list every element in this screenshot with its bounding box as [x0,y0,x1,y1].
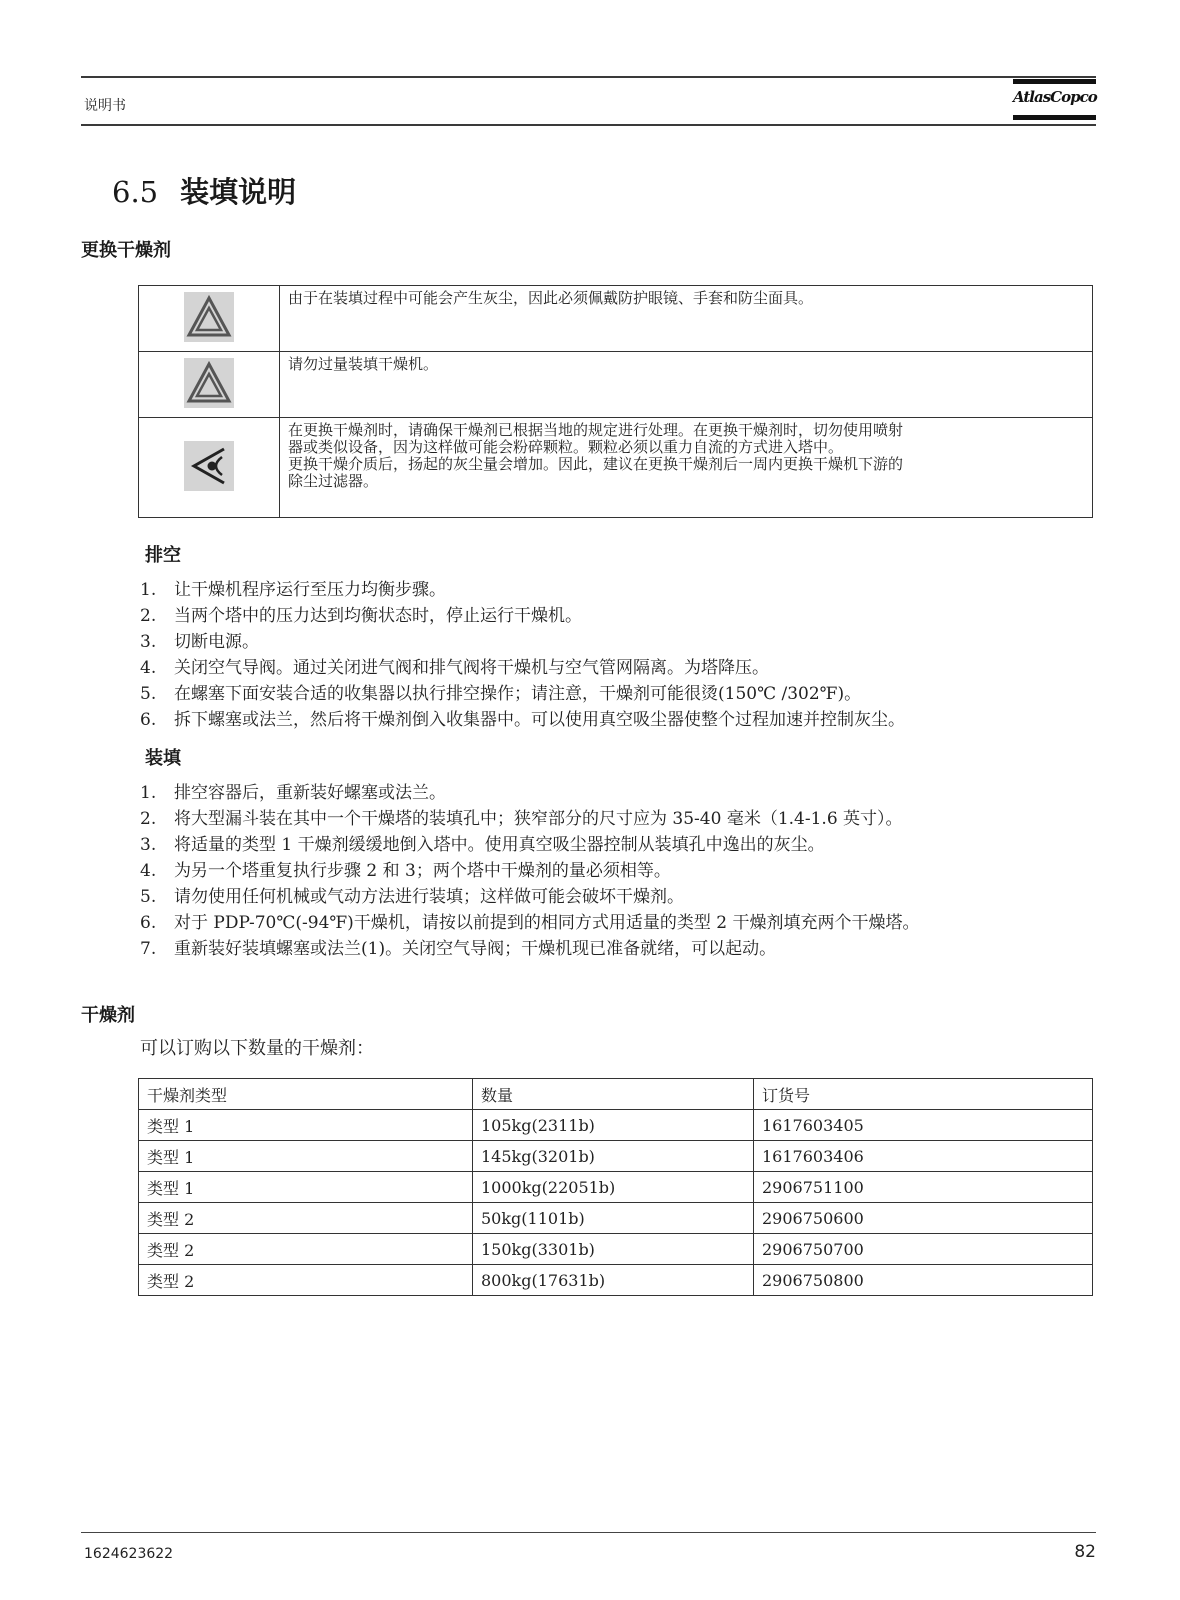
table-row [139,1234,1093,1265]
notice-row [139,352,1093,418]
cell-quantity: 145kg(3201b) [473,1141,754,1172]
notice-icon-cell [139,286,280,352]
notice-text [280,418,1093,518]
logo-wordmark: AtlasCopco [1013,88,1097,106]
section-title-text: 装填说明 [180,175,297,209]
step-text: 当两个塔中的压力达到均衡状态时，停止运行干燥机。 [174,606,582,626]
step-number: 3. [140,632,157,652]
cell-order-number: 2906750800 [754,1265,1093,1296]
footer-doc-number: 1624623622 [84,1546,174,1562]
step-item [140,858,919,884]
step-number: 6. [140,913,157,933]
step-number: 4. [140,861,157,881]
step-text: 对于 PDP-70℃(-94℉)干燥机，请按以前提到的相同方式用适量的类型 2 干燥剂填充两个干燥塔。 [174,913,920,933]
step-text: 请勿使用任何机械或气动方法进行装填；这样做可能会破坏干燥剂。 [174,887,684,907]
step-number: 1. [140,580,157,600]
step-text: 将适量的类型 1 干燥剂缓缓地倒入塔中。使用真空吸尘器控制从装填孔中逸出的灰尘。 [174,835,825,855]
cell-quantity: 800kg(17631b) [473,1265,754,1296]
notice-text [280,286,1093,352]
step-item [140,910,919,936]
desiccant-intro: 可以订购以下数量的干燥剂： [140,1038,374,1059]
cell-order-number: 1617603406 [754,1141,1093,1172]
logo-bar-bottom [1013,115,1096,120]
step-text: 将大型漏斗装在其中一个干燥塔的装填孔中；狭窄部分的尺寸应为 35-40 毫米（1.4-1.6 英寸）。 [174,809,903,829]
warning-triangle-icon [184,358,234,408]
step-item [140,577,905,603]
step-number: 2. [140,809,157,829]
cell-quantity: 105kg(2311b) [473,1110,754,1141]
step-number: 5. [140,887,157,907]
notice-text [280,352,1093,418]
step-item [140,832,919,858]
drain-heading: 排空 [145,545,181,566]
step-text: 拆下螺塞或法兰，然后将干燥剂倒入收集器中。可以使用真空吸尘器使整个过程加速并控制灰尘。 [174,710,905,730]
brand-logo [1013,79,1096,125]
notice-table [138,285,1093,518]
cell-quantity: 50kg(1101b) [473,1203,754,1234]
cell-type: 类型 1 [139,1172,473,1203]
replace-heading: 更换干燥剂 [81,240,171,261]
notice-row [139,418,1093,518]
table-row [139,1141,1093,1172]
step-item [140,655,905,681]
page-number: 82 [1074,1542,1096,1562]
step-text: 让干燥机程序运行至压力均衡步骤。 [174,580,446,600]
logo-bar-top [1013,79,1096,84]
drain-steps [140,577,905,733]
warning-triangle-icon [184,292,234,342]
step-item [140,707,905,733]
notice-line: 更换干燥介质后，扬起的灰尘量会增加。因此，建议在更换干燥剂后一周内更换干燥机下游的 [288,455,904,473]
cell-quantity: 1000kg(22051b) [473,1172,754,1203]
notice-icon-cell [139,418,280,518]
desiccant-heading: 干燥剂 [81,1005,135,1026]
step-number: 3. [140,835,157,855]
fill-steps [140,780,919,962]
step-number: 4. [140,658,157,678]
cell-order-number: 2906750700 [754,1234,1093,1265]
header-top-rule [81,76,1096,78]
footer-rule [81,1532,1096,1533]
cell-quantity: 150kg(3301b) [473,1234,754,1265]
header-title: 说明书 [84,98,126,114]
step-item [140,806,919,832]
step-number: 1. [140,783,157,803]
desiccant-table [138,1078,1093,1296]
column-header: 订货号 [754,1079,1093,1110]
step-number: 6. [140,710,157,730]
step-text: 重新装好装填螺塞或法兰(1)。关闭空气导阀；干燥机现已准备就绪，可以起动。 [174,939,777,959]
cell-order-number: 2906750600 [754,1203,1093,1234]
cell-type: 类型 2 [139,1265,473,1296]
step-text: 关闭空气导阀。通过关闭进气阀和排气阀将干燥机与空气管网隔离。为塔降压。 [174,658,769,678]
cell-order-number: 2906751100 [754,1172,1093,1203]
step-number: 7. [140,939,157,959]
cell-type: 类型 2 [139,1203,473,1234]
section-title [112,170,296,211]
notice-line: 请勿过量装填干燥机。 [288,355,439,373]
step-number: 2. [140,606,157,626]
step-item [140,681,905,707]
step-text: 排空容器后，重新装好螺塞或法兰。 [174,783,446,803]
fill-heading: 装填 [145,748,181,769]
notice-row [139,286,1093,352]
column-header: 数量 [473,1079,754,1110]
notice-line: 除尘过滤器。 [288,472,379,490]
section-number: 6.5 [112,175,159,209]
step-text: 在螺塞下面安装合适的收集器以执行排空操作；请注意，干燥剂可能很烫(150℃ /302℉)。 [174,684,862,704]
notice-line: 器或类似设备，因为这样做可能会粉碎颗粒。颗粒必须以重力自流的方式进入塔中。 [288,438,844,456]
step-item [140,884,919,910]
table-row [139,1110,1093,1141]
notice-line: 由于在装填过程中可能会产生灰尘，因此必须佩戴防护眼镜、手套和防尘面具。 [288,289,814,307]
step-text: 切断电源。 [174,632,259,652]
table-row [139,1265,1093,1296]
table-row [139,1203,1093,1234]
cell-type: 类型 1 [139,1141,473,1172]
header-bottom-rule [81,124,1096,126]
step-item [140,936,919,962]
column-header: 干燥剂类型 [139,1079,473,1110]
step-item [140,629,905,655]
step-number: 5. [140,684,157,704]
cell-type: 类型 1 [139,1110,473,1141]
cell-order-number: 1617603405 [754,1110,1093,1141]
cell-type: 类型 2 [139,1234,473,1265]
table-row [139,1172,1093,1203]
step-item [140,780,919,806]
notice-icon-cell [139,352,280,418]
notice-line: 在更换干燥剂时，请确保干燥剂已根据当地的规定进行处理。在更换干燥剂时，切勿使用喷射 [288,421,904,439]
step-item [140,603,905,629]
table-header-row [139,1079,1093,1110]
step-text: 为另一个塔重复执行步骤 2 和 3；两个塔中干燥剂的量必须相等。 [174,861,671,881]
eye-notice-icon [184,441,234,491]
